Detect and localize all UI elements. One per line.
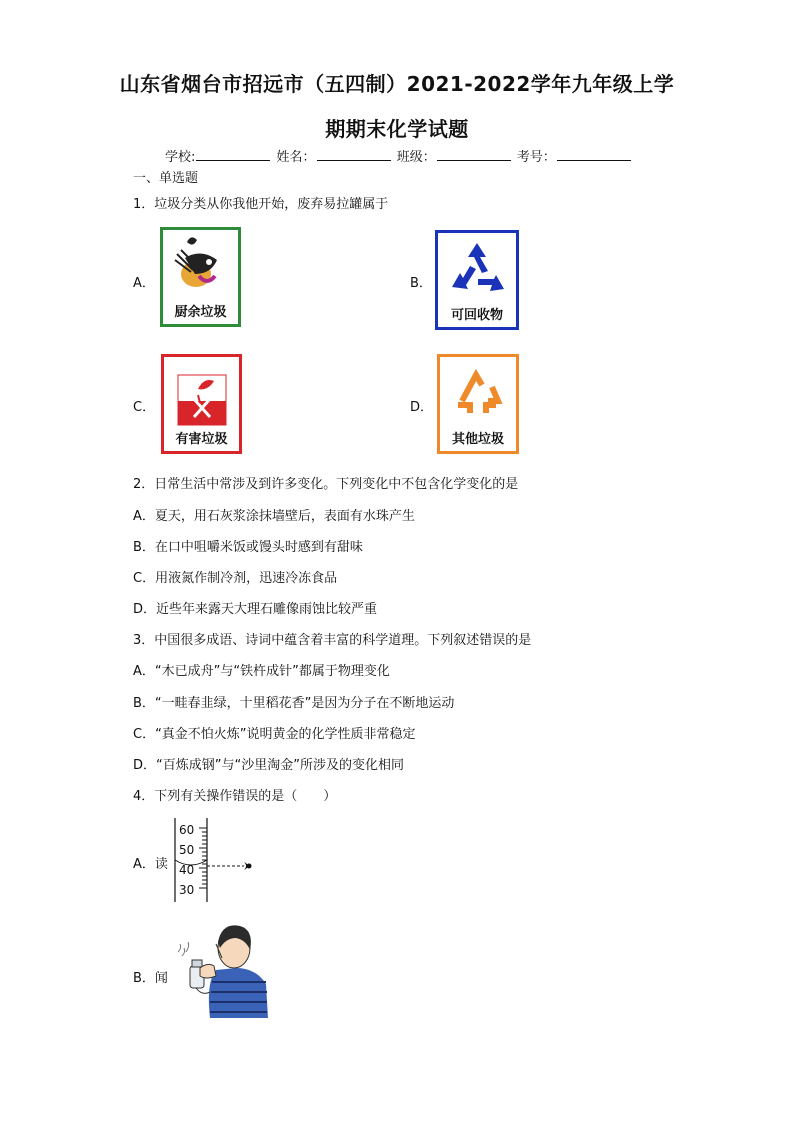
q3-option-c: C．“真金不怕火炼”说明黄金的化学性质非常稳定 [133, 727, 416, 742]
question-2-stem: 2．日常生活中常涉及到许多变化。下列变化中不包含化学变化的是 [133, 477, 519, 492]
smelling-figure [176, 922, 268, 1018]
bin-caption: 厨余垃圾 [174, 305, 227, 320]
name-label: 姓名： [276, 150, 316, 165]
hazardous-waste-bin-icon [161, 354, 242, 454]
bin-caption: 可回收物 [450, 308, 503, 323]
bin-caption: 其他垃圾 [451, 432, 504, 447]
tick-label: 60 [179, 823, 195, 837]
school-label: 学校: [165, 150, 196, 165]
kitchen-waste-bin-icon [160, 227, 241, 327]
tick-label: 30 [179, 883, 195, 897]
q3-option-d: D．“百炼成钢”与“沙里淘金”所涉及的变化相同 [133, 758, 404, 773]
q2-option-a: A．夏天，用石灰浆涂抹墙壁后，表面有水珠产生 [133, 509, 415, 524]
q4-option-a-label: A．读 [133, 857, 168, 872]
tick-label: 40 [179, 863, 195, 877]
q3-option-a: A．“木已成舟”与“铁杵成针”都属于物理变化 [133, 664, 390, 679]
q1-option-d-label: D． [410, 400, 434, 415]
recyclable-bin-icon [435, 230, 519, 330]
question-1-stem: 1．垃圾分类从你我他开始，废弃易拉罐属于 [133, 197, 389, 212]
page-title-line1: 山东省烟台市招远市（五四制）2021-2022学年九年级上学 [119, 72, 675, 96]
graduated-cylinder-figure [172, 818, 262, 902]
student-info-line [165, 146, 633, 165]
q4-option-b-label: B．闻 [133, 971, 168, 986]
cylinder-tick-labels [179, 820, 194, 900]
section-heading: 一、单选题 [133, 171, 199, 186]
exam-no-blank[interactable] [557, 148, 631, 161]
bin-caption: 有害垃圾 [175, 432, 228, 447]
q1-option-b-label: B． [410, 276, 432, 291]
name-blank[interactable] [317, 148, 391, 161]
q3-option-b: B．“一畦春韭绿，十里稻花香”是因为分子在不断地运动 [133, 696, 455, 711]
q2-option-b: B．在口中咀嚼米饭或馒头时感到有甜味 [133, 540, 363, 555]
q1-option-a-label: A． [133, 276, 155, 291]
class-label: 班级： [396, 150, 436, 165]
question-4-stem: 4．下列有关操作错误的是（ ） [133, 789, 337, 804]
q2-option-d: D．近些年来露天大理石雕像雨蚀比较严重 [133, 602, 378, 617]
exam-no-label: 考号： [516, 150, 556, 165]
class-blank[interactable] [437, 148, 511, 161]
other-waste-bin-icon [437, 354, 519, 454]
school-blank[interactable] [196, 148, 270, 161]
q1-option-c-label: C． [133, 400, 156, 415]
tick-label: 50 [179, 843, 195, 857]
question-3-stem: 3．中国很多成语、诗词中蕴含着丰富的科学道理。下列叙述错误的是 [133, 633, 532, 648]
q2-option-c: C．用液氮作制冷剂，迅速冷冻食品 [133, 571, 338, 586]
page-title-line2: 期期末化学试题 [325, 117, 469, 141]
